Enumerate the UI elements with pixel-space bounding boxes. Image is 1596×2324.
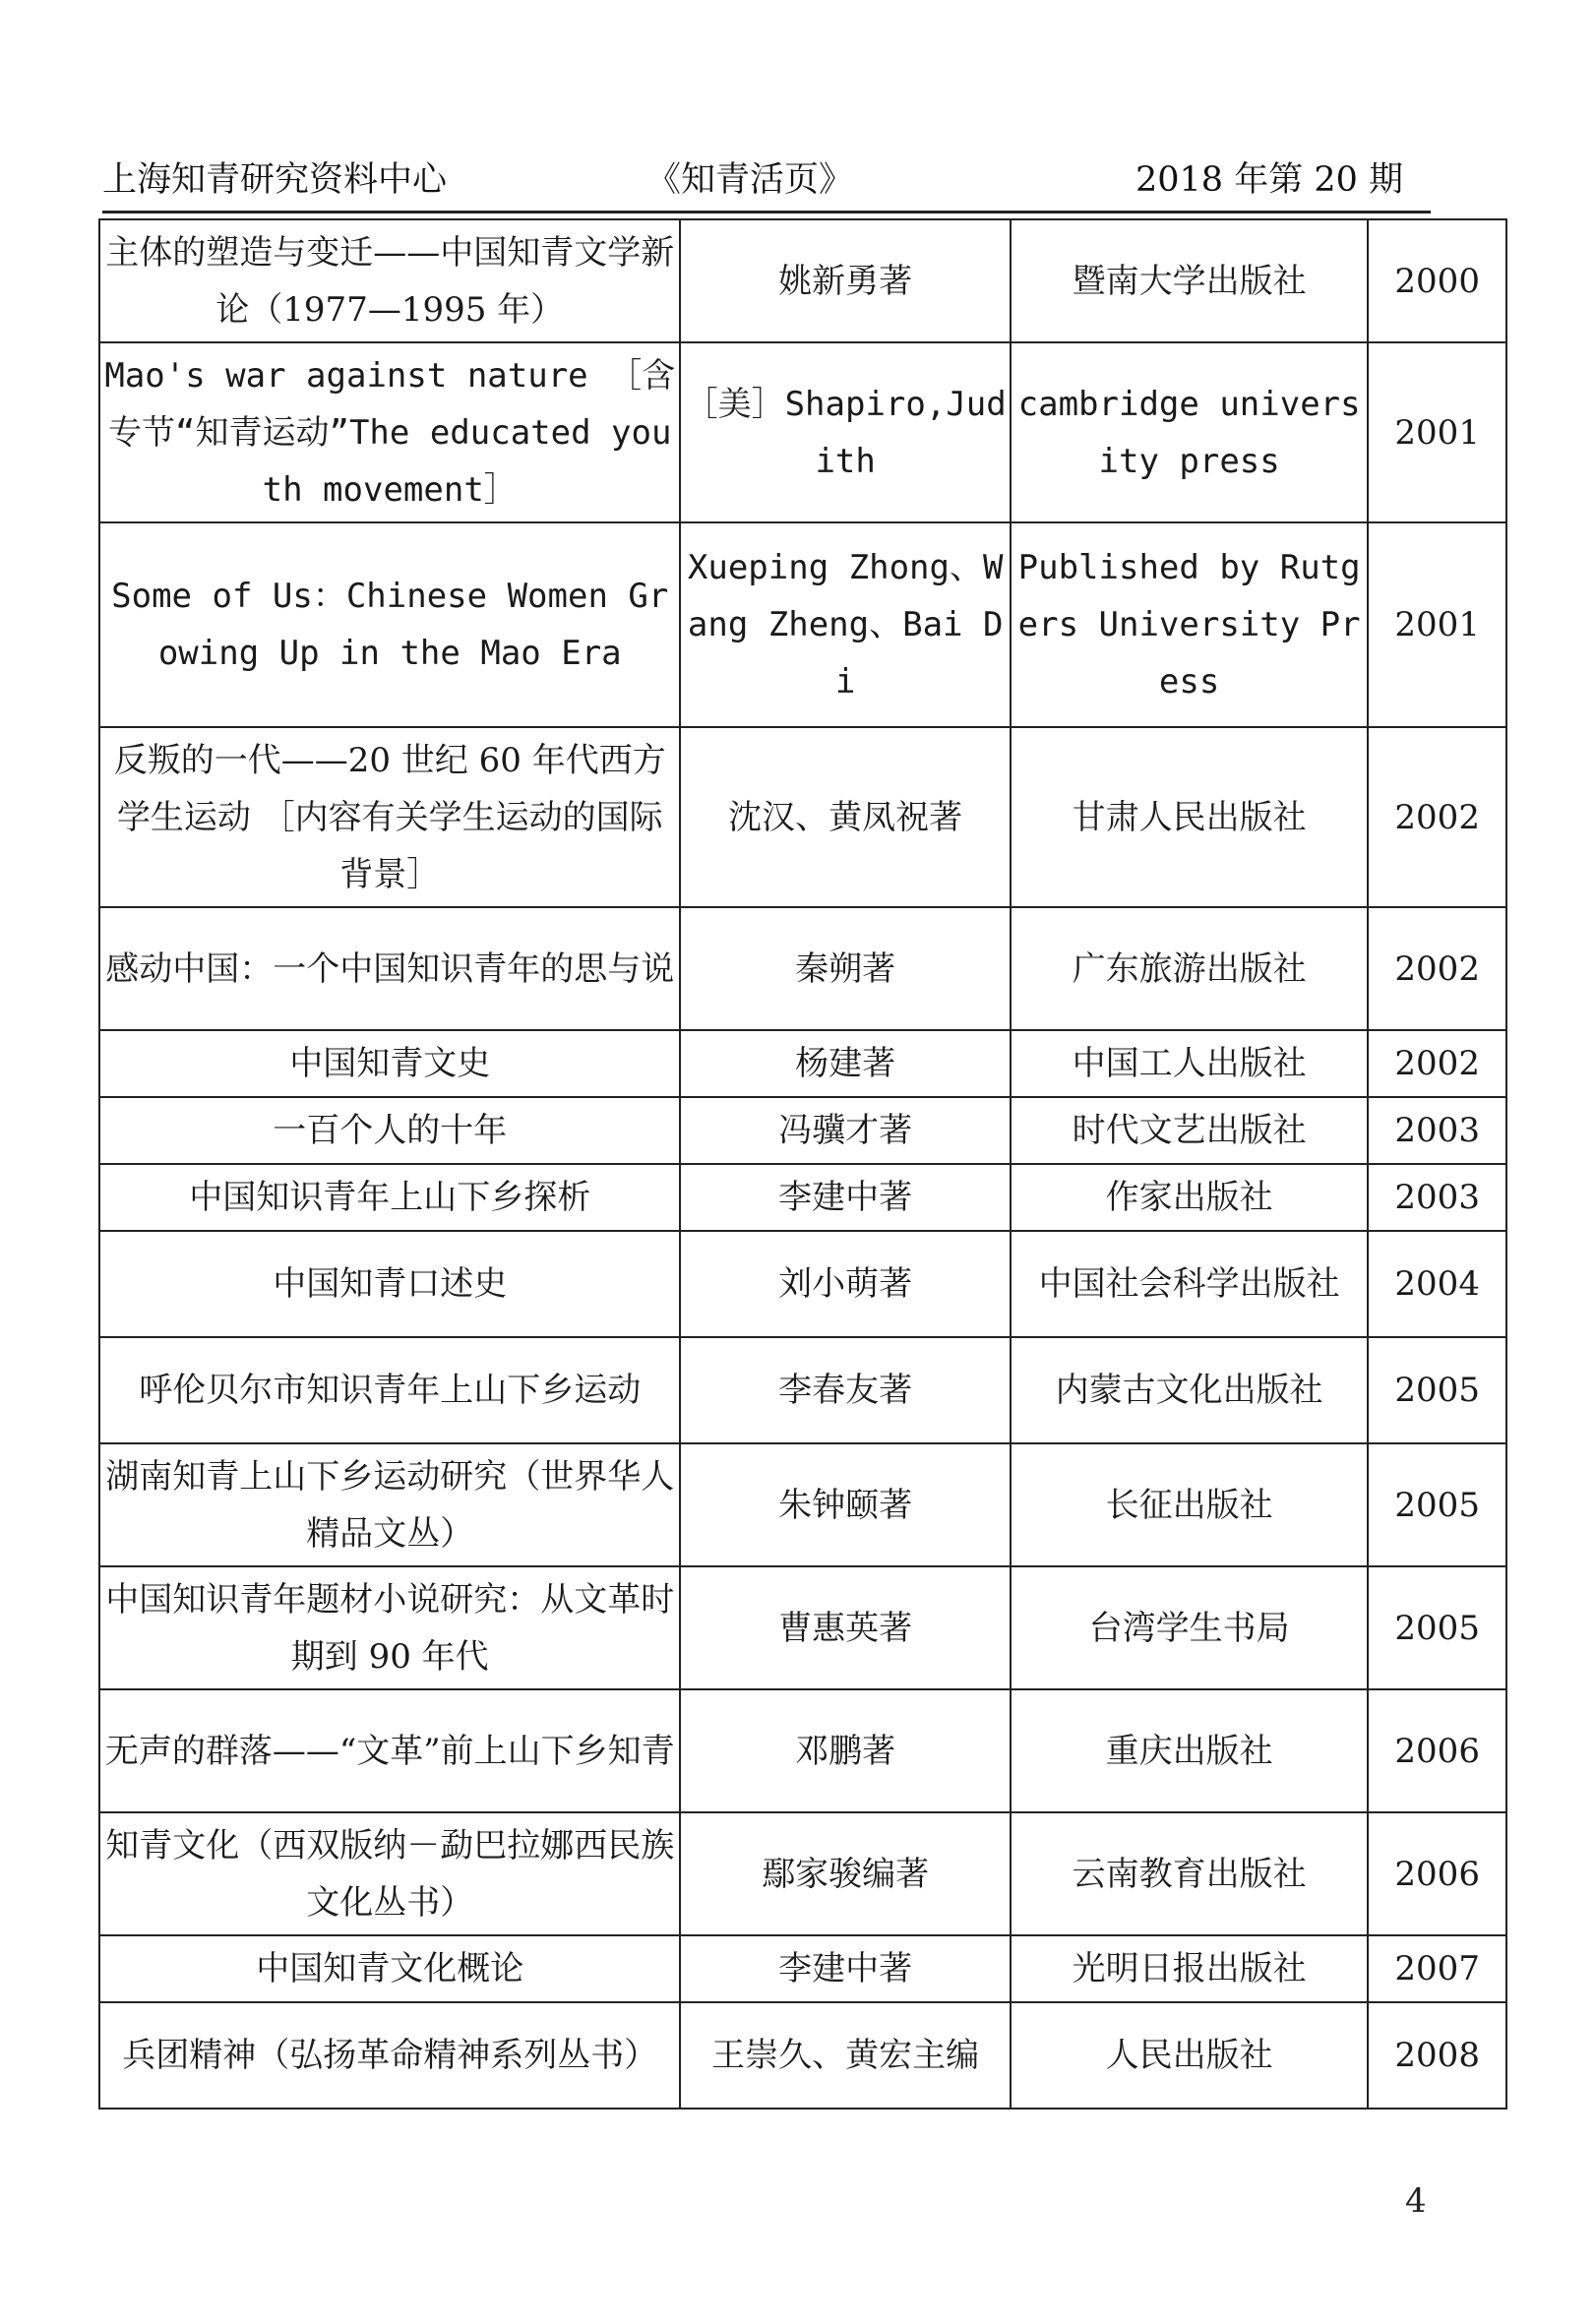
book-year: 2005 xyxy=(1368,1566,1506,1689)
book-publisher: 时代文艺出版社 xyxy=(1011,1097,1369,1164)
book-year: 2001 xyxy=(1368,522,1506,727)
book-author: 李建中著 xyxy=(680,1935,1010,2002)
book-title: 感动中国：一个中国知识青年的思与说 xyxy=(99,907,680,1030)
book-title: Mao's war against nature ［含专节“知青运动”The educated youth movement］ xyxy=(99,342,680,522)
book-title: 无声的群落——“文革”前上山下乡知青 xyxy=(99,1689,680,1812)
table-row xyxy=(99,1097,1506,1164)
book-title: 中国知识青年上山下乡探析 xyxy=(99,1164,680,1231)
book-publisher: 广东旅游出版社 xyxy=(1011,907,1369,1030)
book-author: 秦朔著 xyxy=(680,907,1010,1030)
table-row xyxy=(99,342,1506,522)
book-publisher: 重庆出版社 xyxy=(1011,1689,1369,1812)
book-title: Some of Us：Chinese Women Growing Up in the Mao Era xyxy=(99,522,680,727)
book-year: 2008 xyxy=(1368,2002,1506,2109)
book-year: 2000 xyxy=(1368,219,1506,342)
book-title: 一百个人的十年 xyxy=(99,1097,680,1164)
book-publisher: Published by Rutgers University Press xyxy=(1011,522,1369,727)
book-publisher: 长征出版社 xyxy=(1011,1443,1369,1566)
table-row xyxy=(99,1812,1506,1935)
book-publisher: 暨南大学出版社 xyxy=(1011,219,1369,342)
book-year: 2003 xyxy=(1368,1164,1506,1231)
page-header xyxy=(102,155,1429,205)
book-title: 中国知识青年题材小说研究：从文革时期到 90 年代 xyxy=(99,1566,680,1689)
table-row xyxy=(99,1566,1506,1689)
header-publication: 《知青活页》 xyxy=(646,160,854,200)
book-title: 中国知青文化概论 xyxy=(99,1935,680,2002)
book-title: 中国知青文史 xyxy=(99,1030,680,1097)
book-year: 2004 xyxy=(1368,1231,1506,1337)
book-title: 知青文化（西双版纳－勐巴拉娜西民族文化丛书） xyxy=(99,1812,680,1935)
book-author: 曹惠英著 xyxy=(680,1566,1010,1689)
book-year: 2007 xyxy=(1368,1935,1506,2002)
book-year: 2002 xyxy=(1368,1030,1506,1097)
table-row xyxy=(99,1337,1506,1443)
book-year: 2003 xyxy=(1368,1097,1506,1164)
book-title: 反叛的一代——20 世纪 60 年代西方学生运动 ［内容有关学生运动的国际背景］ xyxy=(99,727,680,907)
book-author: 鄢家骏编著 xyxy=(680,1812,1010,1935)
book-year: 2005 xyxy=(1368,1337,1506,1443)
book-publisher: 甘肃人民出版社 xyxy=(1011,727,1369,907)
table-row xyxy=(99,522,1506,727)
book-publisher: 作家出版社 xyxy=(1011,1164,1369,1231)
book-title: 主体的塑造与变迁——中国知青文学新论（1977—1995 年） xyxy=(99,219,680,342)
page-number: 4 xyxy=(1405,2181,1427,2221)
header-divider xyxy=(102,211,1431,214)
book-author: 邓鹏著 xyxy=(680,1689,1010,1812)
book-author: 刘小萌著 xyxy=(680,1231,1010,1337)
table-row xyxy=(99,1030,1506,1097)
book-author: 李春友著 xyxy=(680,1337,1010,1443)
book-publisher: 内蒙古文化出版社 xyxy=(1011,1337,1369,1443)
book-title: 呼伦贝尔市知识青年上山下乡运动 xyxy=(99,1337,680,1443)
book-publisher: 人民出版社 xyxy=(1011,2002,1369,2109)
table-row xyxy=(99,1231,1506,1337)
book-publisher: 台湾学生书局 xyxy=(1011,1566,1369,1689)
book-year: 2002 xyxy=(1368,727,1506,907)
book-author: 沈汉、黄凤祝著 xyxy=(680,727,1010,907)
table-row xyxy=(99,2002,1506,2109)
book-title: 中国知青口述史 xyxy=(99,1231,680,1337)
book-publisher: 光明日报出版社 xyxy=(1011,1935,1369,2002)
book-publisher: cambridge university press xyxy=(1011,342,1369,522)
book-author: 李建中著 xyxy=(680,1164,1010,1231)
book-author: 冯骥才著 xyxy=(680,1097,1010,1164)
book-title: 湖南知青上山下乡运动研究（世界华人精品文丛） xyxy=(99,1443,680,1566)
book-author: ［美］Shapiro,Judith xyxy=(680,342,1010,522)
table-row xyxy=(99,1443,1506,1566)
table-row xyxy=(99,907,1506,1030)
book-publisher: 云南教育出版社 xyxy=(1011,1812,1369,1935)
book-author: 王崇久、黄宏主编 xyxy=(680,2002,1010,2109)
header-issue: 2018 年第 20 期 xyxy=(1136,160,1403,200)
book-year: 2006 xyxy=(1368,1689,1506,1812)
book-author: 朱钟颐著 xyxy=(680,1443,1010,1566)
book-publisher: 中国社会科学出版社 xyxy=(1011,1231,1369,1337)
book-year: 2001 xyxy=(1368,342,1506,522)
book-year: 2006 xyxy=(1368,1812,1506,1935)
book-author: 姚新勇著 xyxy=(680,219,1010,342)
book-author: 杨建著 xyxy=(680,1030,1010,1097)
table-row xyxy=(99,1689,1506,1812)
table-row xyxy=(99,1164,1506,1231)
table-row xyxy=(99,1935,1506,2002)
book-title: 兵团精神（弘扬革命精神系列丛书） xyxy=(99,2002,680,2109)
table-row xyxy=(99,727,1506,907)
book-publisher: 中国工人出版社 xyxy=(1011,1030,1369,1097)
book-year: 2002 xyxy=(1368,907,1506,1030)
header-organization: 上海知青研究资料中心 xyxy=(102,160,448,200)
table-row xyxy=(99,219,1506,342)
book-author: Xueping Zhong、Wang Zheng、Bai Di xyxy=(680,522,1010,727)
book-year: 2005 xyxy=(1368,1443,1506,1566)
book-table xyxy=(98,218,1507,2110)
